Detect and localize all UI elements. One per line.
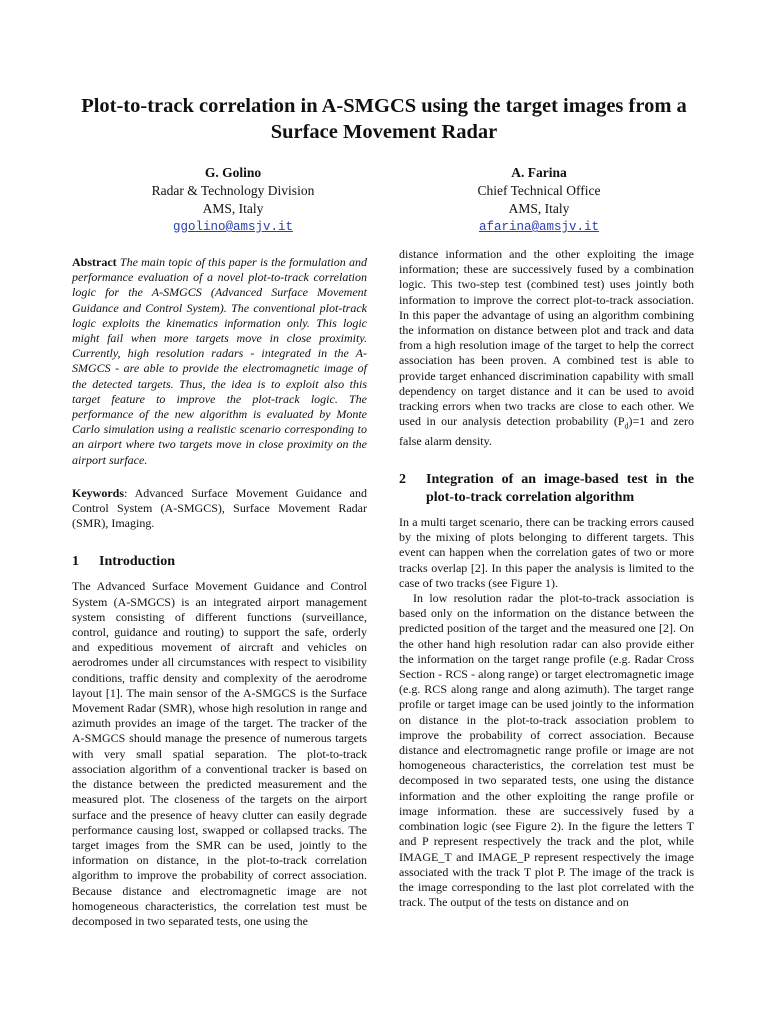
- right-column: [399, 247, 694, 910]
- author-location: AMS, Italy: [202, 201, 264, 216]
- author-email-link[interactable]: afarina@amsjv.it: [478, 220, 600, 234]
- author-email-link[interactable]: ggolino@amsjv.it: [172, 220, 294, 234]
- subscript: d: [624, 421, 629, 431]
- section-number: 1: [72, 554, 79, 570]
- section-title: Introduction: [99, 554, 175, 570]
- section-paragraph: In a multi target scenario, there can be tracking errors caused by the mixing of plots belonging to different targets. This event can happen when the correlation gates of two or more tracks overlap [2]. In this paper the analysis is limited to the case of two tracks (see Figure 1).: [399, 515, 694, 590]
- paragraph-text: distance information and the other exploiting the image information; these are successively fused by a combination logic. This two-step test (combined test) uses jointly both information to improve the correct plot-to-track association. In this paper the advantage of using an algorithm combining the information on distance between plot and track and data from a high resolution image of the target to help the correct association has been proven. A combined test is able to provide target enhanced discrimination capability with small dependency on target distance and it can be used to avoid tracking errors when two tracks are close to each other. We used in our analysis detection probability (P: [399, 247, 694, 429]
- author-location: AMS, Italy: [508, 201, 570, 216]
- paper-title: Plot-to-track correlation in A-SMGCS using the target images from a Surface Movement Radar: [81, 95, 687, 143]
- abstract-label: Abstract: [72, 255, 117, 269]
- keywords-label: Keywords: [72, 485, 124, 500]
- author-affiliation: Chief Technical Office: [477, 183, 601, 198]
- section-heading: [72, 553, 367, 571]
- author-block-1: [88, 164, 378, 236]
- author-name: A. Farina: [511, 165, 567, 180]
- keywords: [72, 486, 367, 532]
- author-affiliation: Radar & Technology Division: [151, 183, 315, 198]
- left-column: [72, 255, 367, 929]
- keywords-text: : Advanced Surface Movement Guidance and Control System (A-SMGCS), Surface Movement Radar (SMR), Imaging.: [72, 485, 367, 531]
- abstract: [72, 255, 367, 468]
- section-paragraph: The Advanced Surface Movement Guidance and Control System (A-SMGCS) is an integrated airport management system consisting of different functions (surveillance, control, guidance and routing) to support the safe, orderly and expeditious movement of aircraft and vehicles on aerodromes under all circumstances with respect to visibility conditions, traffic density and complexity of the aerodrome layout [1]. The main sensor of the A-SMGCS is the Surface Movement Radar (SMR), whose high resolution in range and azimuth provides an image of the target. The tracker of the A-SMGCS should manage the presence of numerous targets with very small spatial separation. The plot-to-track association algorithm of a conventional tracker is based on the distance between the predicted measurement and the measured plot. The closeness of the targets on the airport surface and the presence of heavy clutter can easily degrade performance causing lost, swapped or collapsed tracks. The target images from the SMR can be used, jointly to the information on distance, in the plot-to-track correlation algorithm to improve the probability of correct association. Because distance and electromagnetic image are not homogeneous characteristics, the correlation test must be decomposed in two separated tests, one using the: [72, 579, 367, 928]
- paragraph-text: )=1 and zero false alarm density.: [399, 414, 694, 448]
- author-block-2: [394, 164, 684, 236]
- section-heading: [399, 471, 694, 507]
- section-number: 2: [399, 472, 406, 488]
- section-paragraph: In low resolution radar the plot-to-track association is based only on the information on the distance between the predicted position of the target and the measured one [2]. On the other hand high resolution radar can also provide either the information on the target range profile (e.g. Radar Cross Section - RCS - along range) or target electromagnetic image (e.g. RCS along range and along azimuth). The target range profile or target image can be used jointly to the information on distance in the plot-to-track association problem to improve the probability of correct association. Because distance and electromagnetic range profile or image are not homogeneous characteristics, the correlation test must be decomposed in two separated tests, one using the distance information and the other exploiting the range profile or image information. these are successively fused by a combination logic (see Figure 2). In the figure the letters T and P represent respectively the track and the plot, while IMAGE_T and IMAGE_P represent respectively the image associated with the track T plot P. The image of the track is the image corresponding to the last plot correlated with the track. The output of the tests on distance and on: [399, 591, 694, 910]
- section-paragraph: [399, 247, 694, 449]
- abstract-text: The main topic of this paper is the formulation and performance evaluation of a novel plot-to-track correlation logic for the A-SMGCS (Advanced Surface Movement Guidance and Control System). The conventional plot-track logic exploits the kinematics information only. This logic might fail when more targets move in close proximity. Currently, high resolution radars - integrated in the A-SMGCS - are able to provide the electromagnetic image of the detected targets. Thus, the idea is to exploit also this target feature to improve the plot-track logic. The performance of the new algorithm is evaluated by Monte Carlo simulation using a realistic scenario corresponding to an airport where two targets move in close proximity on the airport surface.: [72, 255, 367, 467]
- author-name: G. Golino: [204, 165, 262, 180]
- section-title: Integration of an image-based test in the plot-to-track correlation algorithm: [426, 472, 694, 506]
